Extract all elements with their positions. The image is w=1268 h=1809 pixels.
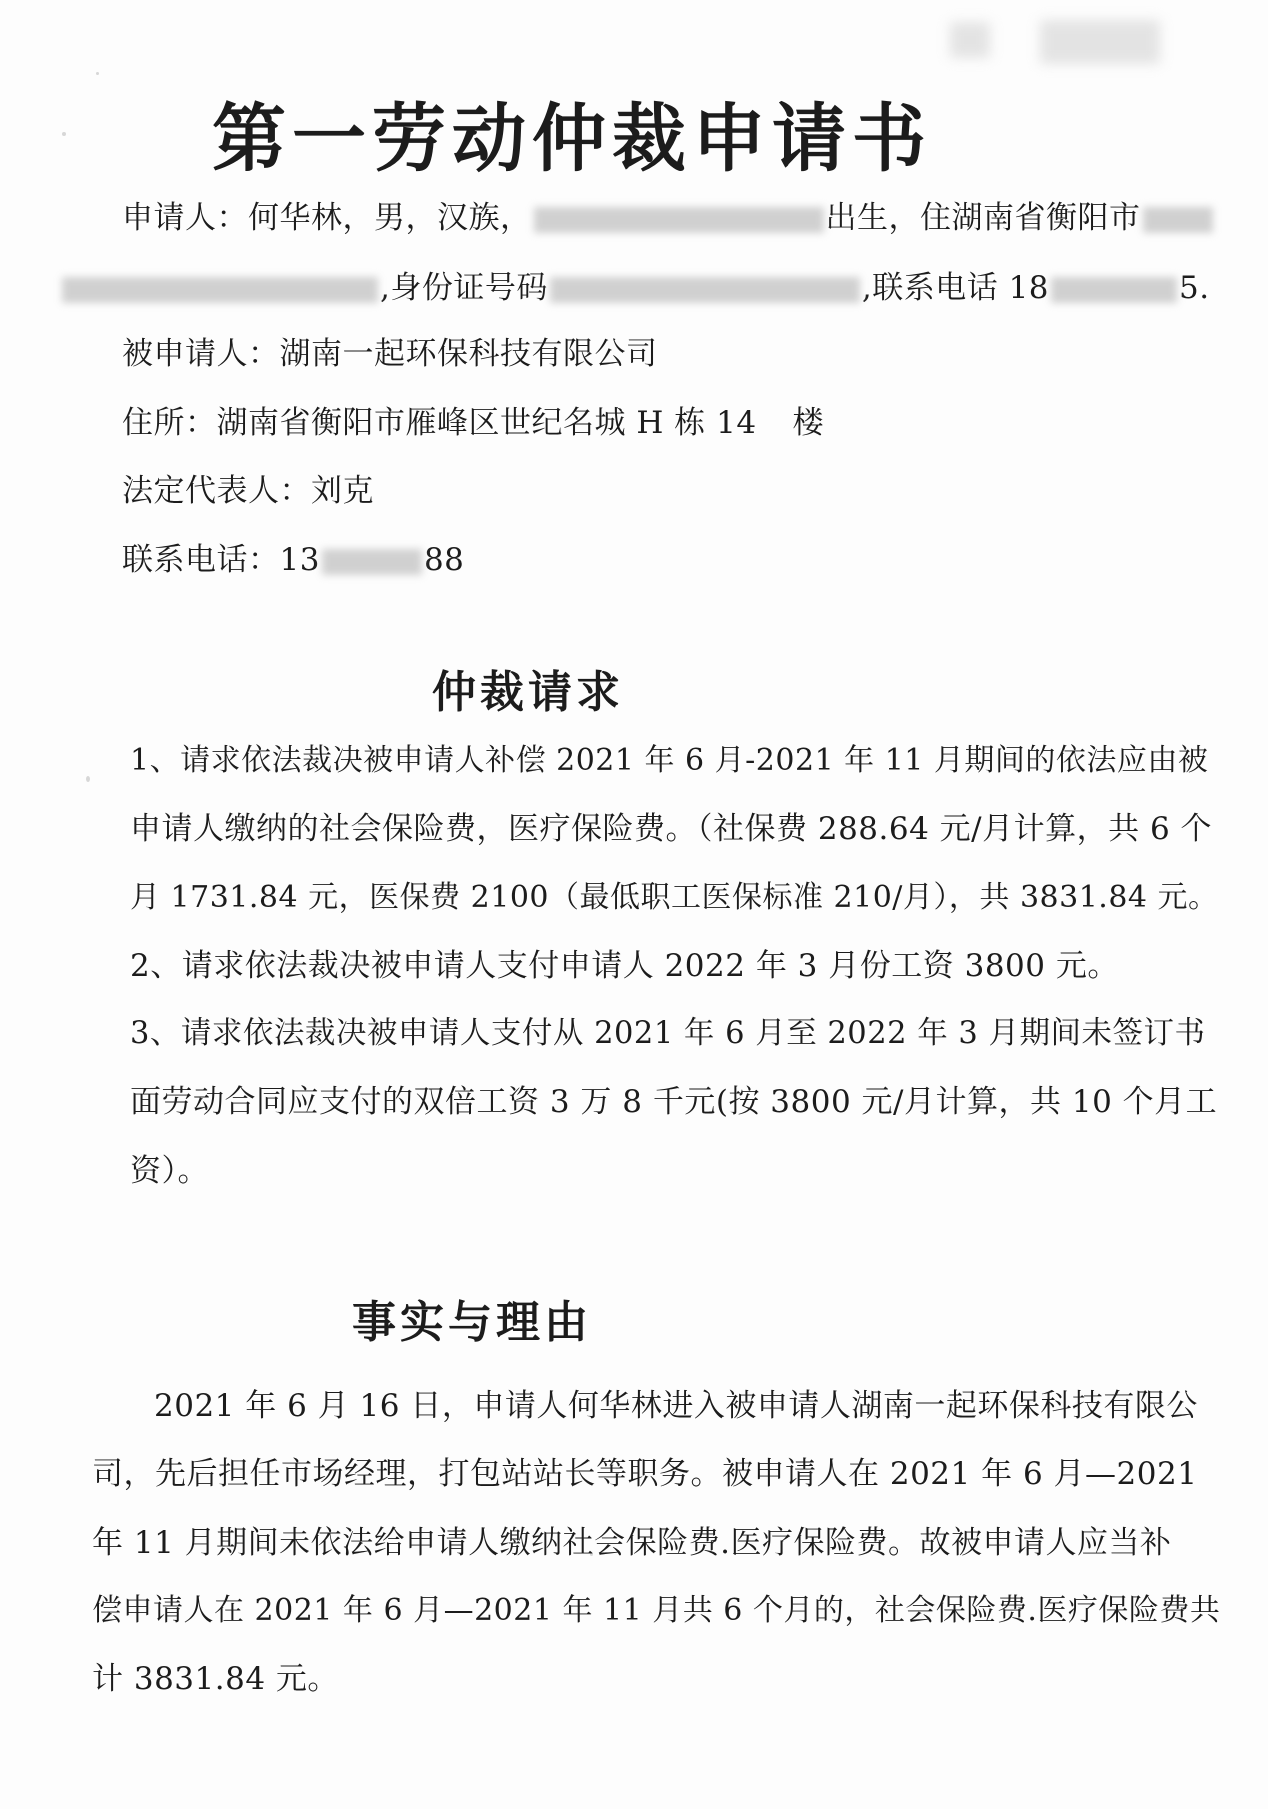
scan-speck <box>86 776 90 782</box>
respondent-phone <box>122 534 464 579</box>
applicant-phone-suffix: 5. <box>1179 270 1210 306</box>
claim-line: 3、请求依法裁决被申请人支付从 2021 年 6 月至 2022 年 3 月期间未签订书 <box>130 1016 1206 1051</box>
facts-line: 司，先后担任市场经理，打包站站长等职务。被申请人在 2021 年 6 月—2021 <box>92 1456 1198 1492</box>
respondent-phone-prefix: 联系电话：13 <box>122 542 320 578</box>
applicant-id-label: ,身份证号码 <box>380 270 548 306</box>
respondent-address <box>122 397 824 442</box>
respondent-legal-rep: 法定代表人：刘克 <box>122 473 374 509</box>
respondent-name: 被申请人：湖南一起环保科技有限公司 <box>122 336 658 372</box>
applicant-line-2 <box>60 262 1210 307</box>
applicant-phone-prefix: ,联系电话 18 <box>861 270 1050 306</box>
scan-speck <box>96 72 99 75</box>
facts-line: 2021 年 6 月 16 日，申请人何华林进入被申请人湖南一起环保科技有限公 <box>154 1388 1198 1424</box>
respondent-address-suffix: 楼 <box>792 405 825 441</box>
facts-line: 年 11 月期间未依法给申请人缴纳社会保险费.医疗保险费。故被申请人应当补 <box>92 1525 1172 1561</box>
respondent-address-text: 住所：湖南省衡阳市雁峰区世纪名城 H 栋 14 <box>122 405 757 441</box>
claim-line: 面劳动合同应支付的双倍工资 3 万 8 千元(按 3800 元/月计算，共 10 个月工 <box>130 1084 1218 1120</box>
claim-line: 月 1731.84 元，医保费 2100（最低职工医保标准 210/月），共 3831.84 元。 <box>130 880 1219 915</box>
applicant-info-prefix: 申请人：何华林，男，汉族， <box>122 200 532 236</box>
claim-line: 资）。 <box>130 1153 209 1189</box>
redacted-phone <box>1051 277 1177 303</box>
facts-line: 计 3831.84 元。 <box>92 1661 339 1697</box>
scan-speck <box>62 132 66 136</box>
redacted-address <box>1143 207 1213 233</box>
claim-line: 申请人缴纳的社会保险费，医疗保险费。（社保费 288.64 元/月计算，共 6 个 <box>130 811 1213 847</box>
redacted-address-cont <box>62 277 378 303</box>
redacted-corner-mark <box>1040 20 1160 64</box>
redacted-birthdate <box>534 207 824 233</box>
redacted-corner-mark <box>950 22 990 58</box>
redacted-id-number <box>550 277 860 303</box>
claim-line: 1、请求依法裁决被申请人补偿 2021 年 6 月-2021 年 11 月期间的依法应由被 <box>130 743 1209 778</box>
claim-line: 2、请求依法裁决被申请人支付申请人 2022 年 3 月份工资 3800 元。 <box>130 948 1119 984</box>
facts-line: 偿申请人在 2021 年 6 月—2021 年 11 月共 6 个月的，社会保险费.医疗保险费共 <box>92 1593 1221 1628</box>
redacted-respondent-phone <box>322 549 422 575</box>
document-title: 第一劳动仲裁申请书 <box>212 96 932 182</box>
facts-heading: 事实与理由 <box>352 1297 592 1348</box>
respondent-phone-suffix: 88 <box>423 542 465 578</box>
applicant-info-middle: 出生，住湖南省衡阳市 <box>825 200 1141 236</box>
claims-heading: 仲裁请求 <box>432 667 624 718</box>
applicant-line-1 <box>122 192 1215 237</box>
